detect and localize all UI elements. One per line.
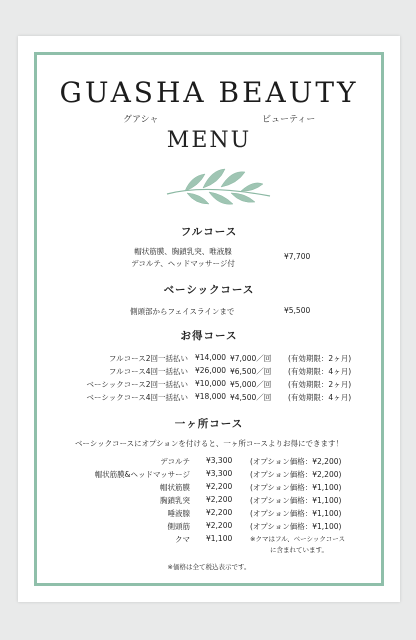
spot-row-price: ¥1,100	[206, 534, 233, 543]
spot-row-option: (オプション価格：¥1,100)	[250, 496, 342, 505]
spot-row-name: デコルテ	[160, 457, 190, 466]
spot-row-option: (オプション価格：¥1,100)	[250, 483, 342, 492]
deal-row-name: ベーシックコース2回一括払い	[86, 380, 188, 389]
deal-row-price: ¥14,000	[195, 353, 227, 362]
full-course-desc-line1: 帽状筋膜、胸鎖乳突、唯液腺	[134, 247, 232, 256]
spot-row-option: (オプション価格：¥1,100)	[250, 522, 342, 531]
brand-kana-left: グアシャ	[123, 115, 159, 125]
basic-course-heading: ベーシックコース	[163, 284, 255, 296]
deal-row-per: ¥4,500／回	[230, 393, 272, 402]
deal-row-name: フルコース4回一括払い	[108, 367, 188, 376]
deal-row-term: (有効期限：4ヶ月)	[288, 393, 352, 402]
deal-course-heading-text: お得コース	[180, 330, 238, 342]
deal-row-term: (有効期限：4ヶ月)	[288, 367, 352, 376]
deal-row-per: ¥6,500／回	[230, 367, 272, 376]
spot-course-note: ベーシックコースにオプションを付けると、一ヶ所コースよりお得にできます！	[74, 439, 344, 448]
spot-row-name: 胸鎖乳突	[160, 496, 190, 505]
spot-row-name: 唾液腺	[167, 509, 190, 518]
full-course-desc-line2: デコルテ、ヘッドマッサージ付	[131, 259, 235, 268]
deal-row-name: フルコース2回一括払い	[108, 354, 188, 363]
spot-course-heading: 一ヶ所コース	[174, 418, 244, 430]
tax-footer-note: ※価格は全て税込表示です。	[167, 563, 251, 571]
deal-row-price: ¥18,000	[195, 392, 227, 401]
brand-kana-right: ビューティー	[262, 115, 316, 125]
deal-row-price: ¥10,000	[195, 379, 227, 388]
full-course-price: ¥7,700	[284, 252, 311, 261]
kuma-note-line2: に含まれています。	[270, 546, 328, 554]
brand-title: GUASHA BEAUTY	[59, 76, 359, 109]
deal-row-price: ¥26,000	[195, 366, 227, 375]
spot-row-price: ¥2,200	[206, 521, 233, 530]
menu-sheet	[18, 36, 400, 602]
menu-title: MENU	[166, 128, 252, 153]
basic-course-desc: 側頭部からフェイスラインまで	[130, 307, 235, 316]
spot-row-price: ¥3,300	[206, 469, 233, 478]
leaf-branch-icon	[165, 164, 275, 208]
full-course-heading: フルコース	[180, 226, 238, 238]
deal-row-term: (有効期限：2ヶ月)	[288, 354, 352, 363]
spot-row-name: 帽状筋膜&ヘッドマッサージ	[94, 470, 190, 479]
deal-row-term: (有効期限：2ヶ月)	[288, 380, 352, 389]
spot-row-price: ¥2,200	[206, 482, 233, 491]
spot-row-name: 帽状筋膜	[160, 483, 190, 492]
spot-row-option: (オプション価格：¥2,200)	[250, 457, 342, 466]
spot-row-name: 側頭筋	[167, 522, 190, 531]
spot-row-option: (オプション価格：¥2,200)	[250, 470, 342, 479]
spot-row-name: クマ	[175, 535, 190, 544]
spot-row-price: ¥2,200	[206, 508, 233, 517]
kuma-note-line1: ※クマはフル、ベーシックコース	[250, 535, 345, 543]
spot-row-price: ¥3,300	[206, 456, 233, 465]
spot-row-option: (オプション価格：¥1,100)	[250, 509, 342, 518]
deal-row-per: ¥7,000／回	[230, 354, 272, 363]
spot-row-price: ¥2,200	[206, 495, 233, 504]
basic-course-price: ¥5,500	[284, 306, 311, 315]
deal-row-name: ベーシックコース4回一括払い	[86, 393, 188, 402]
deal-row-per: ¥5,000／回	[230, 380, 272, 389]
